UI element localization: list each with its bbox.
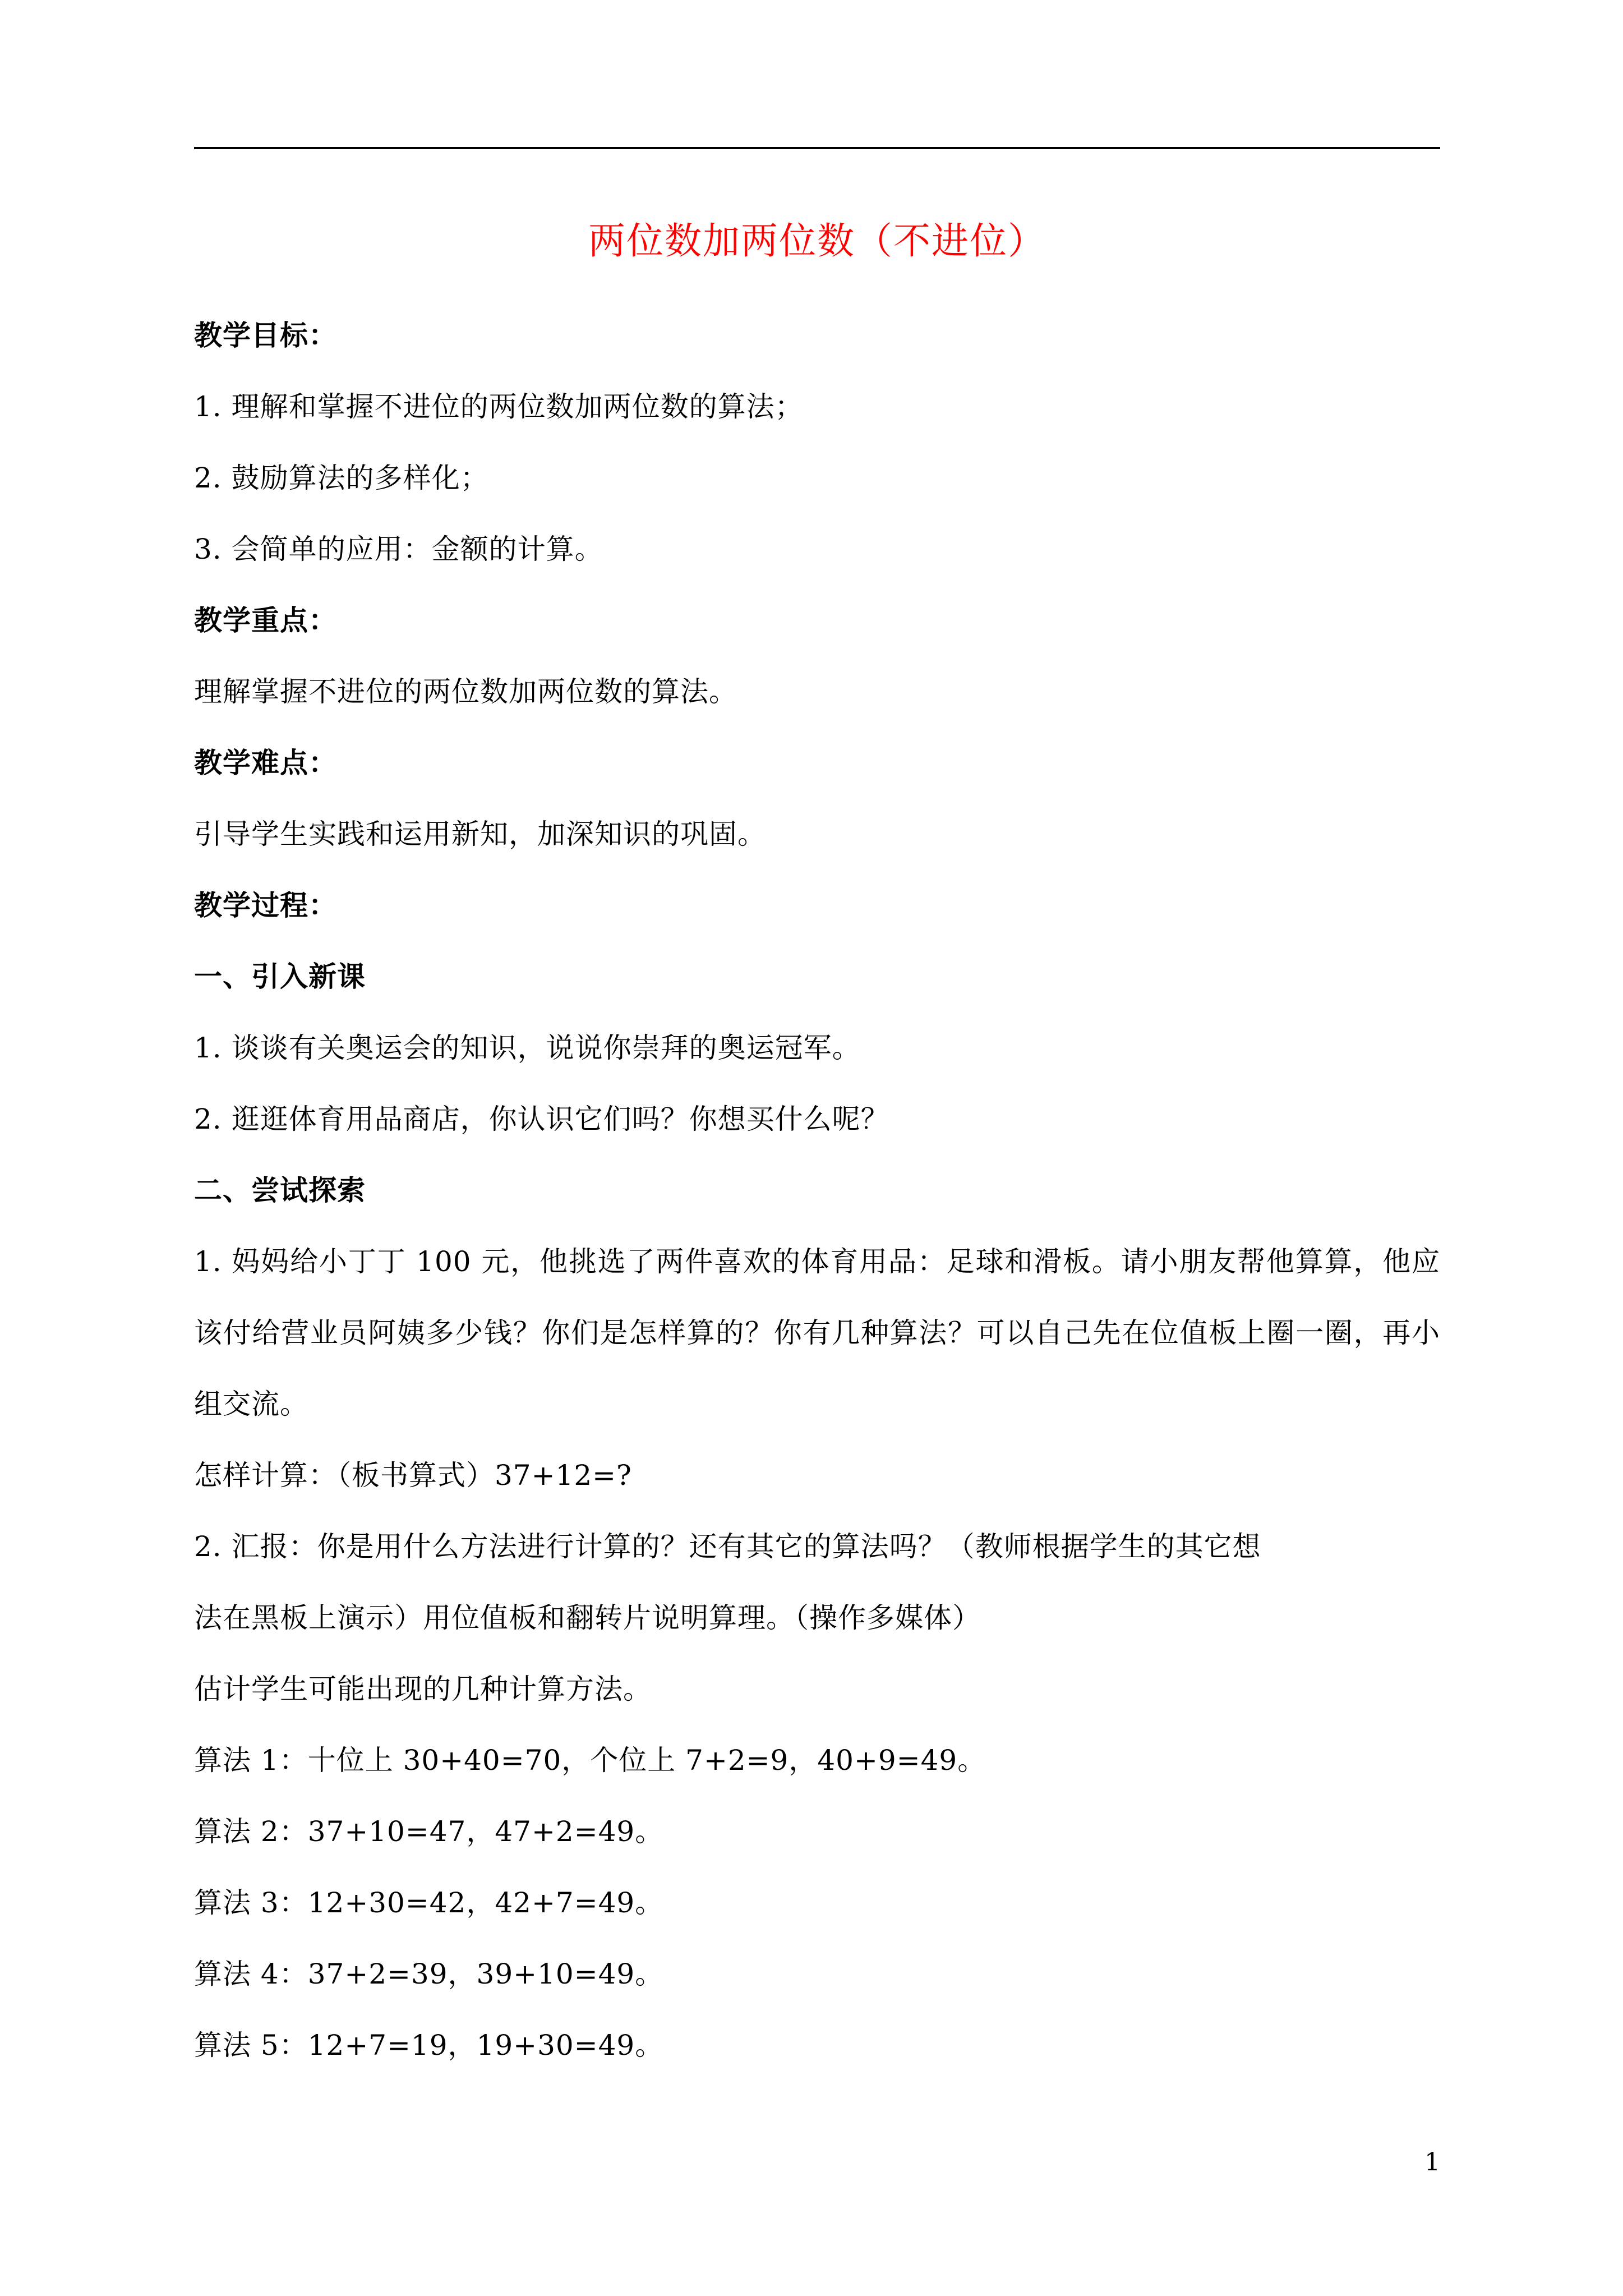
objective-item: 2. 鼓励算法的多样化；: [194, 462, 489, 494]
header-rule: [194, 147, 1440, 149]
part1-item: 2. 逛逛体育用品商店，你认识它们吗？你想买什么呢？: [194, 1103, 889, 1135]
page-number: 1: [1424, 2148, 1440, 2177]
part2-report-line: 法在黑板上演示）用位值板和翻转片说明算理。（操作多媒体）: [194, 1602, 981, 1634]
method-item: 算法 4：37+2=39，39+10=49。: [194, 1958, 664, 1990]
method-item: 算法 2：37+10=47，47+2=49。: [194, 1815, 664, 1848]
document-body: [194, 300, 1440, 2081]
process-heading: 教学过程：: [194, 889, 337, 922]
part1-item: 1. 谈谈有关奥运会的知识，说说你崇拜的奥运冠军。: [194, 1032, 861, 1064]
objective-item: 1. 理解和掌握不进位的两位数加两位数的算法；: [194, 390, 804, 423]
part2-estimate: 估计学生可能出现的几种计算方法。: [194, 1673, 652, 1705]
part2-report-line: 2. 汇报：你是用什么方法进行计算的？还有其它的算法吗？（教师根据学生的其它想: [194, 1530, 1261, 1563]
objective-item: 3. 会简单的应用：金额的计算。: [194, 533, 603, 565]
document-title: 两位数加两位数（不进位）: [588, 219, 1046, 263]
part2-calculation: 怎样计算：（板书算式）37+12=?: [194, 1459, 632, 1492]
part1-heading: 一、引入新课: [194, 960, 366, 993]
difficulty-text: 引导学生实践和运用新知，加深知识的巩固。: [194, 818, 766, 850]
difficulty-heading: 教学难点：: [194, 747, 337, 779]
part2-heading: 二、尝试探索: [194, 1174, 366, 1207]
objectives-heading: 教学目标：: [194, 319, 337, 352]
part2-paragraph: 1. 妈妈给小丁丁 100 元，他挑选了两件喜欢的体育用品：足球和滑板。请小朋友帮他算算，他应该付给营业员阿姨多少钱？你们是怎样算的？你有几种算法？可以自己先在位值板上圈一圈，再小组交流。: [194, 1245, 1440, 1420]
method-item: 算法 5：12+7=19，19+30=49。: [194, 2029, 664, 2062]
key-point-text: 理解掌握不进位的两位数加两位数的算法。: [194, 675, 737, 708]
key-point-heading: 教学重点：: [194, 604, 337, 637]
method-item: 算法 3：12+30=42，42+7=49。: [194, 1887, 664, 1919]
method-item: 算法 1：十位上 30+40=70，个位上 7+2=9，40+9=49。: [194, 1744, 986, 1777]
